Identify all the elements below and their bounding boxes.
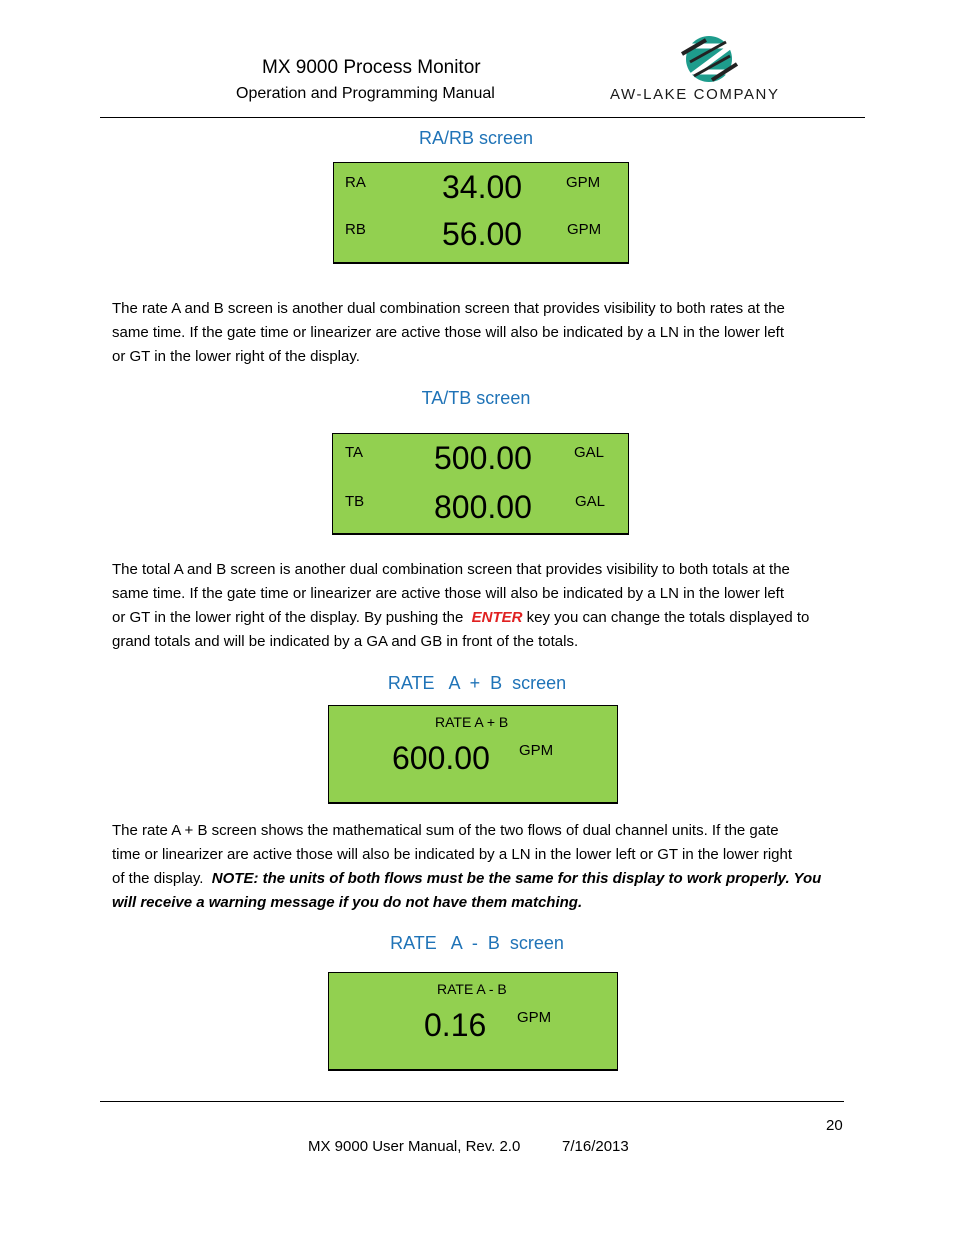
paragraph-tatb [112,558,842,654]
lcd-title-rate-diff: RATE A - B [437,981,507,997]
lcd-label-rb: RB [345,221,366,238]
footer-rule [100,1101,844,1102]
company-logo [606,34,816,106]
lcd-value-ta: 500.00 [434,440,532,476]
logo-text: AW-LAKE COMPANY [610,86,780,103]
note-text-line: will receive a warning message if you do not have them matching. [112,894,583,911]
paragraph-line [112,606,842,630]
lcd-value-ra: 34.00 [442,169,523,205]
paragraph-line: The rate A + B screen shows the mathematical sum of the two flows of dual channel units. If the gate [112,822,779,839]
paragraph-line [112,867,842,891]
lcd-unit-ta: GAL [574,444,605,461]
lcd-label-tb: TB [345,493,365,510]
paragraph-line: The rate A and B screen is another dual combination screen that provides visibility to both rates at the [112,300,785,317]
enter-key-label: ENTER [471,609,523,626]
paragraph-text: of the display. [112,870,204,887]
paragraph-line: time or linearizer are active those will also be indicated by a LN in the lower left or GT in the lower right [112,846,793,863]
header-rule [100,117,865,118]
lcd-unit-rate-diff: GPM [517,1009,552,1026]
lcd-unit-ra: GPM [566,174,601,191]
paragraph-text: or GT in the lower right of the display. By pushing the [112,609,464,626]
lcd-rate-sum [328,705,618,804]
footer-text: MX 9000 User Manual, Rev. 2.0 7/16/2013 [308,1138,629,1155]
paragraph-line: The total A and B screen is another dual combination screen that provides visibility to both totals at the [112,561,790,578]
lcd-value-rate-diff: 0.16 [424,1007,487,1043]
aw-lake-logo-icon [606,34,816,86]
paragraph-text: key you can change the totals displayed to [526,609,810,626]
paragraph-line: grand totals and will be indicated by a GA and GB in front of the totals. [112,633,579,650]
lcd-unit-rb: GPM [567,221,602,238]
lcd-unit-rate-sum: GPM [519,742,554,759]
paragraph-line: or GT in the lower right of the display. [112,348,360,365]
lcd-title-rate-sum: RATE A + B [435,714,509,730]
lcd-unit-tb: GAL [575,493,606,510]
lcd-label-ta: TA [345,444,364,461]
lcd-value-rb: 56.00 [442,216,523,252]
lcd-tatb [332,433,629,535]
caption-rate-sum: RATE A + B screen [387,673,567,693]
paragraph-line: same time. If the gate time or linearizer are active those will also be indicated by a LN in the lower left [112,585,784,602]
lcd-rate-diff [328,972,618,1071]
page-number: 20 [826,1117,843,1134]
document-subtitle: Operation and Programming Manual [236,85,495,102]
document-title: MX 9000 Process Monitor [262,57,481,78]
paragraph-rarb [112,297,842,369]
lcd-rarb [333,162,629,264]
lcd-label-ra: RA [345,174,366,191]
paragraph-line: same time. If the gate time or linearizer are active those will also be indicated by a LN in the lower left [112,324,784,341]
note-text: NOTE: the units of both flows must be the same for this display to work properly. You [211,870,822,887]
caption-tatb: TA/TB screen [421,388,531,408]
lcd-value-tb: 800.00 [434,489,532,525]
caption-rate-diff: RATE A - B screen [390,933,564,953]
paragraph-rate-sum [112,819,842,915]
lcd-value-rate-sum: 600.00 [392,740,490,776]
caption-rarb: RA/RB screen [418,128,534,148]
